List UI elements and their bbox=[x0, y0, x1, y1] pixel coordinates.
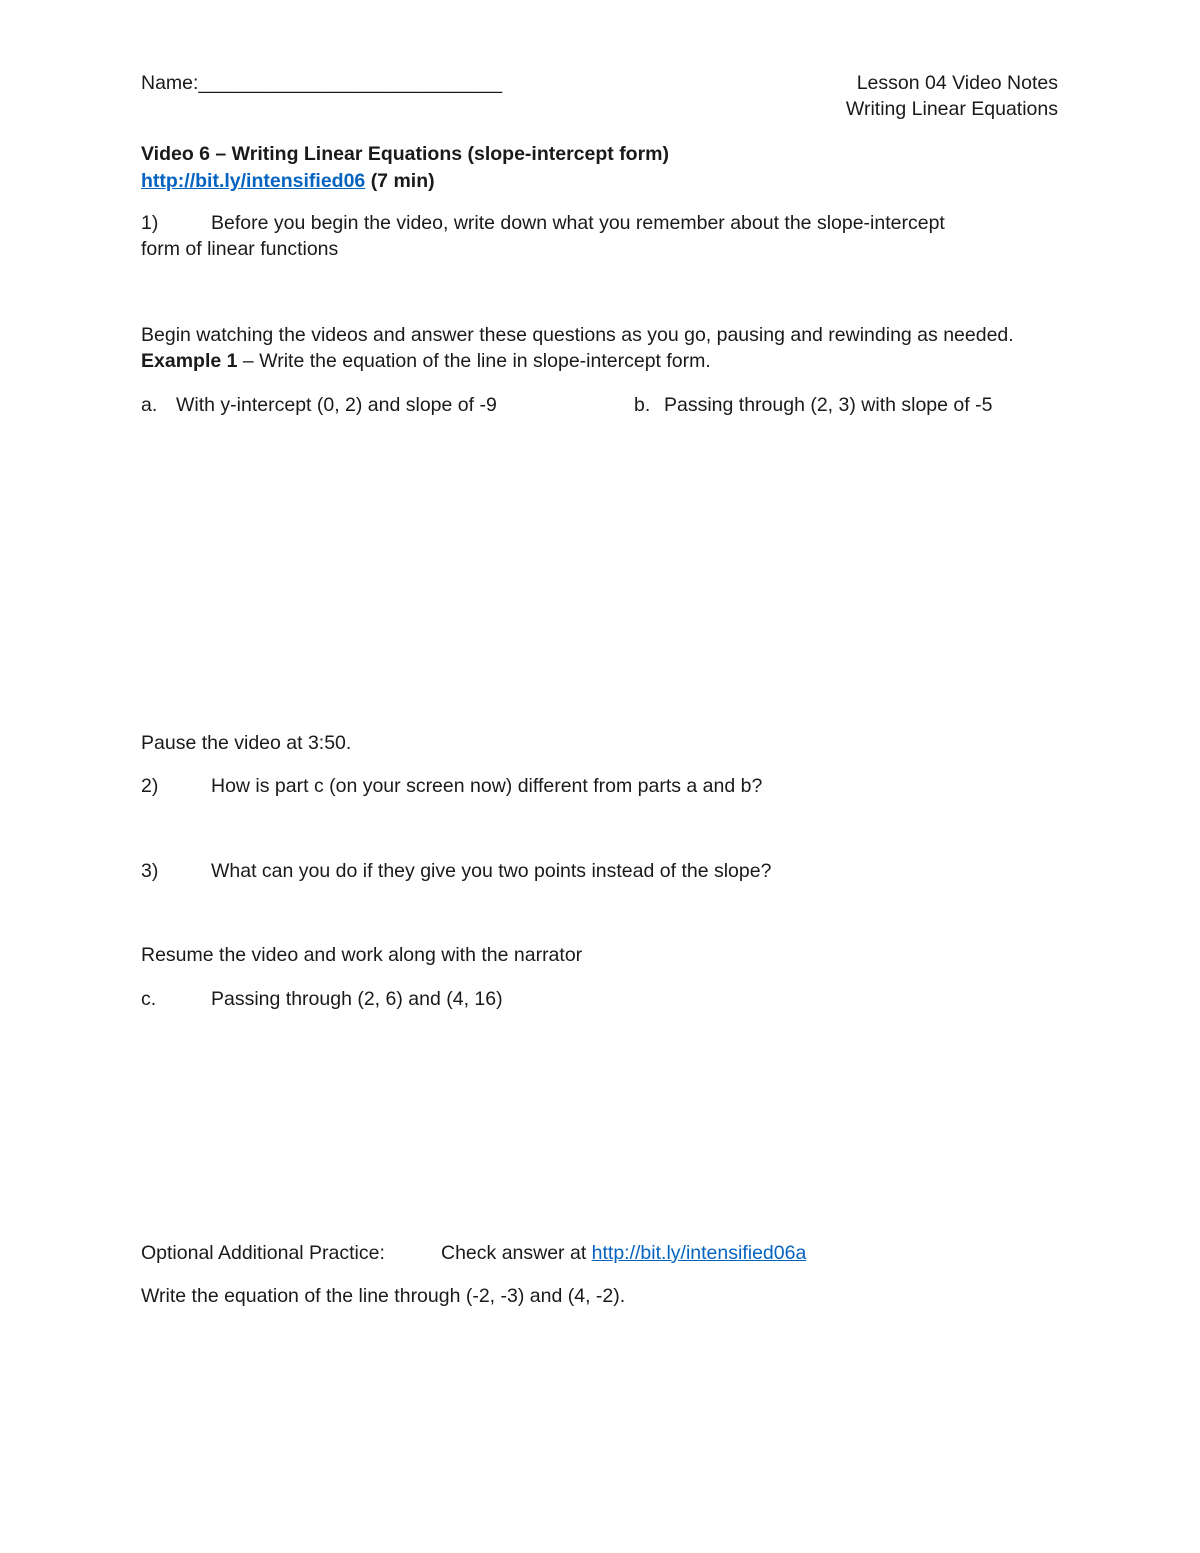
video-title: Video 6 – Writing Linear Equations (slope-intercept form) bbox=[141, 143, 670, 165]
instructions: Begin watching the videos and answer these questions as you go, pausing and rewinding as needed. bbox=[141, 324, 1014, 346]
optional-practice bbox=[141, 1241, 806, 1265]
optional-practice-problem: Write the equation of the line through (-2, -3) and (4, -2). bbox=[141, 1285, 626, 1307]
question-1-number: 1) bbox=[141, 212, 159, 234]
example-1-label: Example 1 bbox=[141, 350, 238, 372]
part-a-label: a. bbox=[141, 394, 158, 416]
part-c-label: c. bbox=[141, 988, 157, 1010]
question-3 bbox=[141, 859, 771, 883]
question-3-text: What can you do if they give you two points instead of the slope? bbox=[211, 860, 772, 882]
resume-instruction: Resume the video and work along with the narrator bbox=[141, 944, 583, 966]
part-a-text: With y-intercept (0, 2) and slope of -9 bbox=[176, 394, 497, 416]
question-2 bbox=[141, 774, 762, 798]
example-1-part-b bbox=[634, 393, 992, 417]
lesson-subtitle: Writing Linear Equations bbox=[845, 98, 1058, 120]
question-1 bbox=[141, 211, 945, 235]
question-1-text-cont: form of linear functions bbox=[141, 238, 339, 260]
question-2-text: How is part c (on your screen now) different from parts a and b? bbox=[211, 775, 763, 797]
example-1-part-a bbox=[141, 393, 497, 417]
check-answer-link[interactable]: http://bit.ly/intensified06a bbox=[591, 1242, 807, 1264]
example-1-text: – Write the equation of the line in slope-intercept form. bbox=[237, 350, 711, 372]
pause-instruction: Pause the video at 3:50. bbox=[141, 732, 352, 754]
name-field bbox=[141, 71, 502, 95]
video-duration: (7 min) bbox=[370, 170, 435, 192]
check-answer-text: Check answer at bbox=[441, 1242, 592, 1264]
question-2-number: 2) bbox=[141, 775, 159, 797]
question-1-text: Before you begin the video, write down what you remember about the slope-intercept bbox=[211, 212, 945, 234]
optional-practice-label: Optional Additional Practice: bbox=[141, 1242, 385, 1264]
part-c-text: Passing through (2, 6) and (4, 16) bbox=[211, 988, 503, 1010]
example-1-part-c bbox=[141, 987, 503, 1011]
video-link[interactable]: http://bit.ly/intensified06 bbox=[141, 170, 366, 192]
lesson-title: Lesson 04 Video Notes bbox=[856, 72, 1058, 94]
name-label: Name: bbox=[141, 72, 199, 94]
video-link-line bbox=[141, 169, 435, 193]
part-b-text: Passing through (2, 3) with slope of -5 bbox=[664, 394, 993, 416]
example-1-heading bbox=[141, 349, 711, 373]
part-b-label: b. bbox=[634, 394, 651, 416]
name-blank-line[interactable]: ____________________________ bbox=[198, 72, 503, 94]
question-3-number: 3) bbox=[141, 860, 159, 882]
